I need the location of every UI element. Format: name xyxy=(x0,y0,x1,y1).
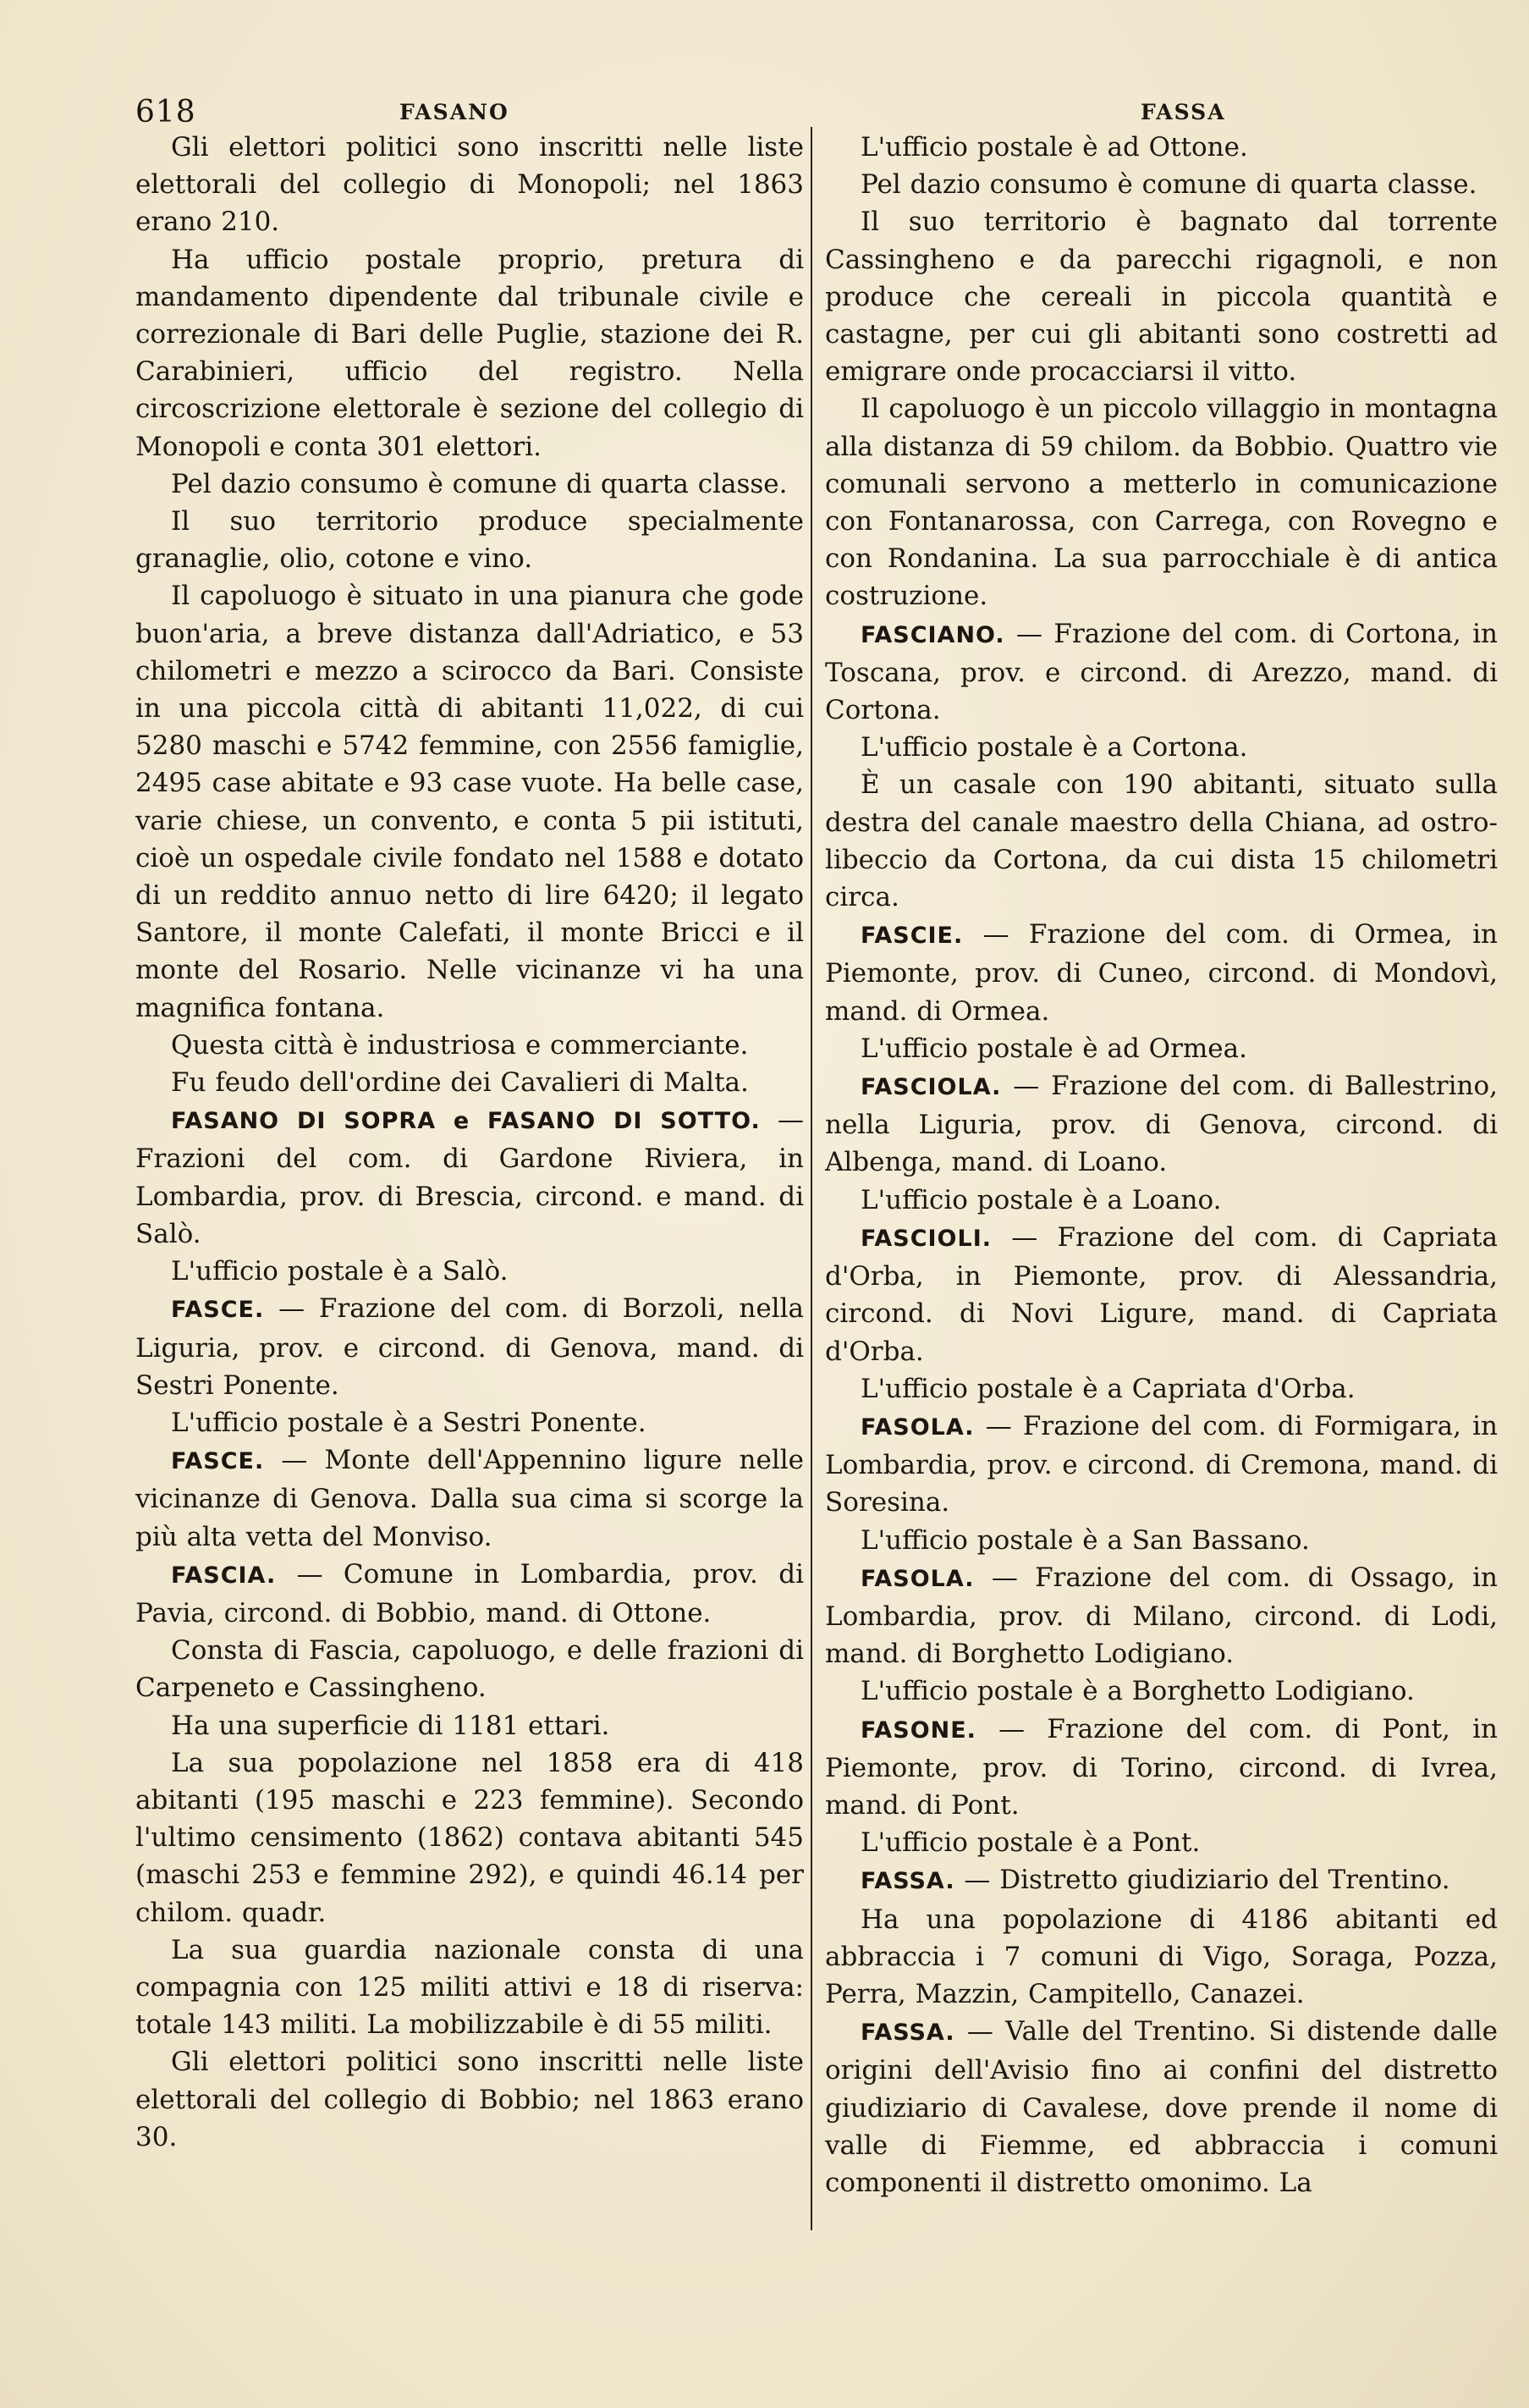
paragraph xyxy=(135,1064,804,1101)
paragraph-text: — Frazione del com. di Borzoli, nella Liguria, prov. e circond. di Genova, mand. di Sestri Ponente. xyxy=(135,1293,804,1401)
paragraph-text: Gli elettori politici sono inscritti nelle liste elettorali del collegio di Bobbio; nel 1863 erano 30. xyxy=(135,2047,804,2152)
paragraph-text: L'ufficio postale è a Cortona. xyxy=(861,732,1248,763)
paragraph xyxy=(135,1744,804,1931)
paragraph xyxy=(825,1182,1498,1219)
paragraph-text: L'ufficio postale è a Loano. xyxy=(861,1184,1222,1215)
paragraph-text: — Monte dell'Appennino ligure nelle vicinanze di Genova. Dalla sua cima si scorge la più alta vetta del Monviso. xyxy=(135,1445,804,1552)
paragraph xyxy=(135,1101,804,1253)
paragraph-text: L'ufficio postale è a Salò. xyxy=(171,1256,509,1287)
paragraph xyxy=(135,2043,804,2156)
paragraph-text: Pel dazio consumo è comune di quarta classe. xyxy=(171,468,788,499)
paragraph xyxy=(825,1901,1498,2014)
paragraph xyxy=(825,390,1498,614)
paragraph xyxy=(825,615,1498,730)
paragraph xyxy=(135,1556,804,1632)
paragraph xyxy=(825,1219,1498,1370)
paragraph xyxy=(825,1711,1498,1825)
paragraph-text: L'ufficio postale è a Borghetto Lodigiano. xyxy=(861,1676,1415,1707)
paragraph-text: Fu feudo dell'ordine dei Cavalieri di Malta. xyxy=(171,1067,749,1099)
paragraph-text: Ha una popolazione di 4186 abitanti ed abbraccia i 7 comuni di Vigo, Soraga, Pozza, Perra, Mazzin, Campitello, Canazei. xyxy=(825,1904,1498,2009)
entry-headword: FASSA. xyxy=(861,1868,955,1895)
paragraph xyxy=(135,129,804,241)
paragraph-text: L'ufficio postale è a Capriata d'Orba. xyxy=(861,1373,1356,1404)
paragraph xyxy=(135,1253,804,1290)
paragraph-text: Il suo territorio è bagnato dal torrente Cassingheno e da parecchi rigagnoli, e non produce che cereali in piccola quantità e castagne, per cui gli abitanti sono costretti ad emigrare onde procacciarsi il vitto. xyxy=(825,207,1498,388)
left-column xyxy=(135,129,804,2156)
paragraph xyxy=(135,503,804,577)
paragraph xyxy=(825,1370,1498,1408)
paragraph-text: L'ufficio postale è a Sestri Ponente. xyxy=(171,1407,646,1438)
entry-headword: FASCE. xyxy=(171,1448,265,1475)
paragraph xyxy=(825,1030,1498,1067)
paragraph-text: — Frazione del com. di Pont, in Piemonte, prov. di Torino, circond. di Ivrea, mand. di Pont. xyxy=(825,1713,1498,1821)
paragraph-text: L'ufficio postale è a Pont. xyxy=(861,1827,1201,1859)
paragraph xyxy=(825,1408,1498,1522)
entry-headword: FASCE. xyxy=(171,1297,265,1324)
entry-headword: FASSA. xyxy=(861,2020,955,2047)
paragraph xyxy=(825,1861,1498,1900)
paragraph xyxy=(825,166,1498,203)
entry-headword: FASCIE. xyxy=(861,923,964,950)
page-number: 618 xyxy=(135,95,196,129)
paragraph xyxy=(825,2013,1498,2201)
paragraph xyxy=(825,1559,1498,1673)
entry-headword: FASCIOLI. xyxy=(861,1225,993,1252)
paragraph xyxy=(825,203,1498,390)
paragraph-text: Il capoluogo è situato in una pianura che gode buon'aria, a breve distanza dall'Adriatico, e 53 chilometri e mezzo a scirocco da Bari. Consiste in una piccola città di abitanti 11,022, di cui 5280 maschi e 5742 femmine, con 2556 famiglie, 2495 case abitate e 93 case vuote. Ha belle case, varie chiese, un convento, e conta 5 pii istituti, cioè un ospedale civile fondato nel 1588 e dotato di un reddito annuo netto di lire 6420; il legato Santore, il monte Calefati, il monte Bricci e il monte del Rosario. Nelle vicinanze vi ha una magnifica fontana. xyxy=(135,581,804,1023)
paragraph-text: — Frazioni del com. di Gardone Riviera, in Lombardia, prov. di Brescia, circond. e mand. di Salò. xyxy=(135,1105,804,1249)
paragraph xyxy=(825,766,1498,916)
right-column xyxy=(825,129,1498,2201)
entry-headword: FASONE. xyxy=(861,1716,976,1744)
entry-headword: FASCIOLA. xyxy=(861,1074,1002,1101)
paragraph xyxy=(135,1707,804,1744)
paragraph xyxy=(825,916,1498,1030)
paragraph-text: Consta di Fascia, capoluogo, e delle frazioni di Carpeneto e Cassingheno. xyxy=(135,1635,804,1704)
paragraph-text: Ha ufficio postale proprio, pretura di mandamento dipendente dal tribunale civile e correzionale di Bari delle Puglie, stazione dei R. Carabinieri, ufficio del registro. Nella circoscrizione elettorale è sezione del collegio di Monopoli e conta 301 elettori. xyxy=(135,244,804,462)
paragraph-text: — Frazione del com. di Cortona, in Toscana, prov. e circond. di Arezzo, mand. di Cortona. xyxy=(825,618,1498,726)
paragraph-text: — Frazione del com. di Ormea, in Piemonte, prov. di Cuneo, circond. di Mondovì, mand. di Ormea. xyxy=(825,919,1498,1027)
paragraph-text: Pel dazio consumo è comune di quarta classe. xyxy=(861,169,1477,201)
paragraph-text: — Valle del Trentino. Si distende dalle origini dell'Avisio fino ai confini del distretto giudiziario di Cavalese, dove prende il nome di valle di Fiemme, ed abbraccia i comuni componenti il distretto omonimo. La xyxy=(825,2016,1498,2198)
paragraph-text: È un casale con 190 abitanti, situato sulla destra del canale maestro della Chiana, ad ostro-libeccio da Cortona, da cui dista 15 chilometri circa. xyxy=(825,769,1498,913)
paragraph xyxy=(135,1931,804,2044)
running-header xyxy=(135,95,1489,132)
entry-headword: FASCIA. xyxy=(171,1562,277,1589)
paragraph-text: L'ufficio postale è a San Bassano. xyxy=(861,1524,1310,1556)
entry-headword: FASANO DI SOPRA e FASANO DI SOTTO. xyxy=(171,1108,761,1135)
paragraph xyxy=(135,1632,804,1706)
header-right-catchword: FASSA xyxy=(1141,100,1226,124)
entry-headword: FASOLA. xyxy=(861,1413,975,1441)
paragraph-text: — Frazione del com. di Formigara, in Lombardia, prov. e circond. di Cremona, mand. di Soresina. xyxy=(825,1410,1498,1518)
paragraph-text: Il capoluogo è un piccolo villaggio in montagna alla distanza di 59 chilom. da Bobbio. Quattro vie comunali servono a metterlo in comunicazione con Fontanarossa, con Carrega, con Rovegno e con Rondanina. La sua parrocchiale è di antica costruzione. xyxy=(825,394,1498,612)
paragraph xyxy=(825,1067,1498,1182)
paragraph-text: — Frazione del com. di Ballestrino, nella Liguria, prov. di Genova, circond. di Albenga, mand. di Loano. xyxy=(825,1071,1498,1178)
entry-headword: FASOLA. xyxy=(861,1565,975,1592)
paragraph-text: Gli elettori politici sono inscritti nelle liste elettorali del collegio di Monopoli; nel 1863 erano 210. xyxy=(135,132,804,238)
paragraph xyxy=(825,729,1498,766)
paragraph-text: La sua popolazione nel 1858 era di 418 abitanti (195 maschi e 223 femmine). Secondo l'ultimo censimento (1862) contava abitanti 545 (maschi 253 e femmine 292), e quindi 46.14 per chilom. quadr. xyxy=(135,1747,804,1928)
paragraph-text: Questa città è industriosa e commerciante. xyxy=(171,1029,749,1061)
paragraph xyxy=(135,577,804,1026)
paragraph-text: L'ufficio postale è ad Ormea. xyxy=(861,1033,1247,1064)
paragraph xyxy=(825,129,1498,166)
paragraph-text: — Distretto giudiziario del Trentino. xyxy=(954,1865,1450,1896)
paragraph-text: La sua guardia nazionale consta di una compagnia con 125 militi attivi e 18 di riserva: totale 143 militi. La mobilizzabile è di 55 militi. xyxy=(135,1934,804,2041)
paragraph-text: L'ufficio postale è ad Ottone. xyxy=(861,132,1248,163)
paragraph xyxy=(135,1290,804,1404)
paragraph xyxy=(135,466,804,503)
paragraph-text: Il suo territorio produce specialmente granaglie, olio, cotone e vino. xyxy=(135,506,804,575)
paragraph xyxy=(135,1027,804,1064)
entry-headword: FASCIANO. xyxy=(861,621,1005,648)
paragraph-text: — Frazione del com. di Ossago, in Lombardia, prov. di Milano, circond. di Lodi, mand. di Borghetto Lodigiano. xyxy=(825,1562,1498,1670)
paragraph xyxy=(825,1672,1498,1710)
header-left-catchword: FASANO xyxy=(399,100,509,124)
paragraph-text: Ha una superficie di 1181 ettari. xyxy=(171,1710,610,1741)
paragraph-text: — Comune in Lombardia, prov. di Pavia, circond. di Bobbio, mand. di Ottone. xyxy=(135,1558,804,1628)
paragraph xyxy=(135,241,804,466)
column-divider xyxy=(811,127,812,2230)
paragraph xyxy=(825,1522,1498,1559)
paragraph xyxy=(825,1824,1498,1861)
paragraph xyxy=(135,1404,804,1441)
paragraph xyxy=(135,1441,804,1556)
paragraph-text: — Frazione del com. di Capriata d'Orba, in Piemonte, prov. di Alessandria, circond. di Novi Ligure, mand. di Capriata d'Orba. xyxy=(825,1221,1498,1367)
